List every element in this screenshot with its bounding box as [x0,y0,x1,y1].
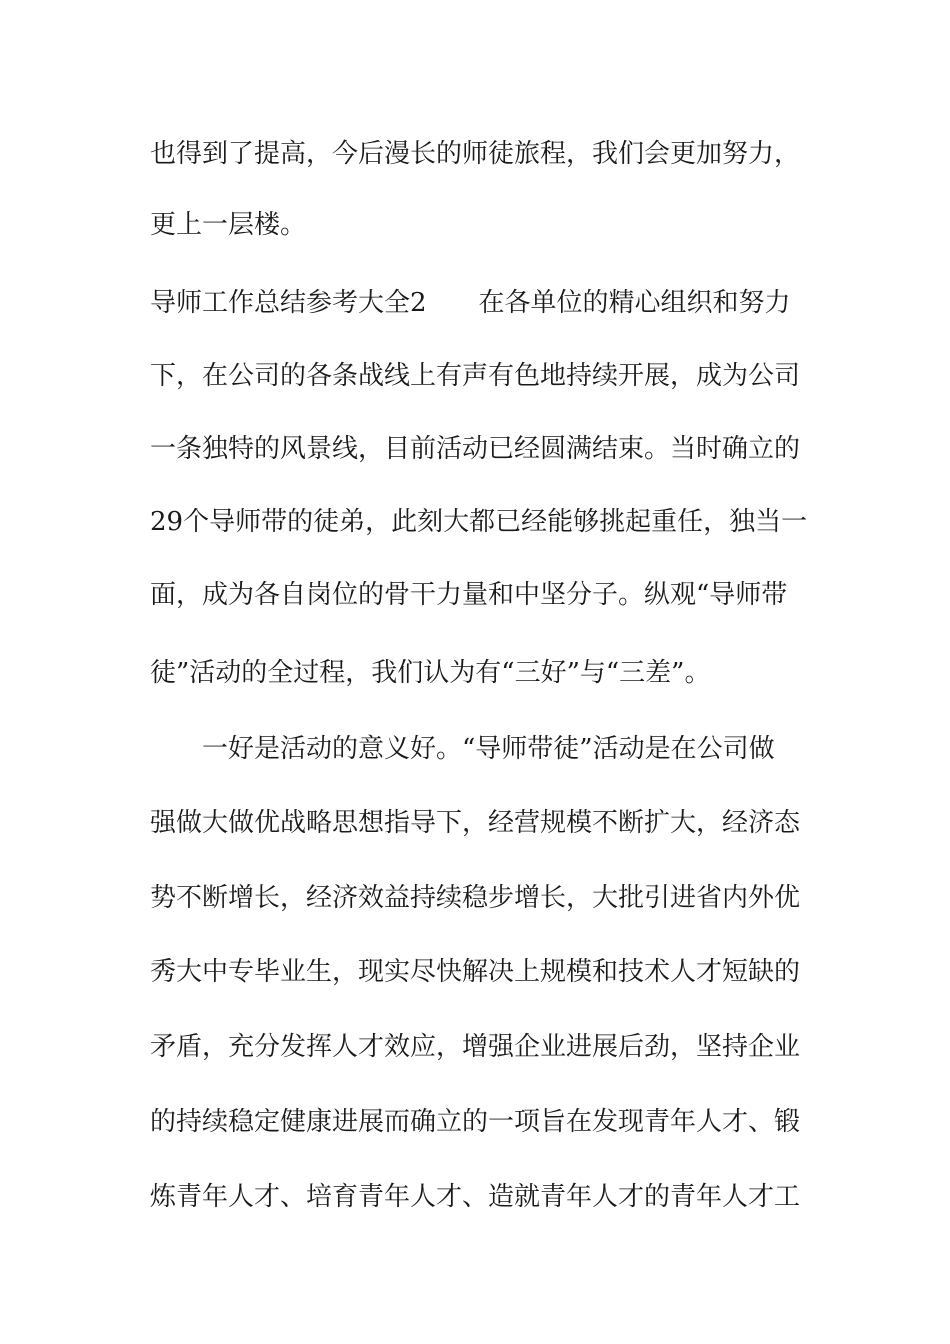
text-line-4: 下，在公司的各条战线上有声有色地持续开展，成为公司 [150,361,801,391]
text-line-2: 更上一层楼。 [150,210,307,240]
text-line-12: 秀大中专毕业生，现实尽快解决上规模和技术人才短缺的 [150,957,801,987]
text-line-10: 强做大做优战略思想指导下，经营规模不断扩大，经济态 [150,808,801,838]
text-line-8: 徒”活动的全过程，我们认为有“三好”与“三差”。 [150,658,711,688]
text-line-5: 一条独特的风景线，目前活动已经圆满结束。当时确立的 [150,434,801,464]
text-line-6: 29个导师带的徒弟，此刻大都已经能够挑起重任，独当一 [150,507,808,537]
text-line-9: 一好是活动的意义好。“导师带徒”活动是在公司做 [150,734,775,764]
text-line-3: 导师工作总结参考大全2 在各单位的精心组织和努力 [150,288,791,318]
text-line-15: 炼青年人才、培育青年人才、造就青年人才的青年人才工 [150,1182,801,1212]
text-line-7: 面，成为各自岗位的骨干力量和中坚分子。纵观“导师带 [150,580,788,610]
text-line-14: 的持续稳定健康进展而确立的一项旨在发现青年人才、锻 [150,1107,801,1137]
text-line-11: 势不断增长，经济效益持续稳步增长，大批引进省内外优 [150,883,801,913]
text-line-13: 矛盾，充分发挥人才效应，增强企业进展后劲，坚持企业 [150,1032,801,1062]
text-line-1: 也得到了提高，今后漫长的师徒旅程，我们会更加努力， [150,139,801,169]
